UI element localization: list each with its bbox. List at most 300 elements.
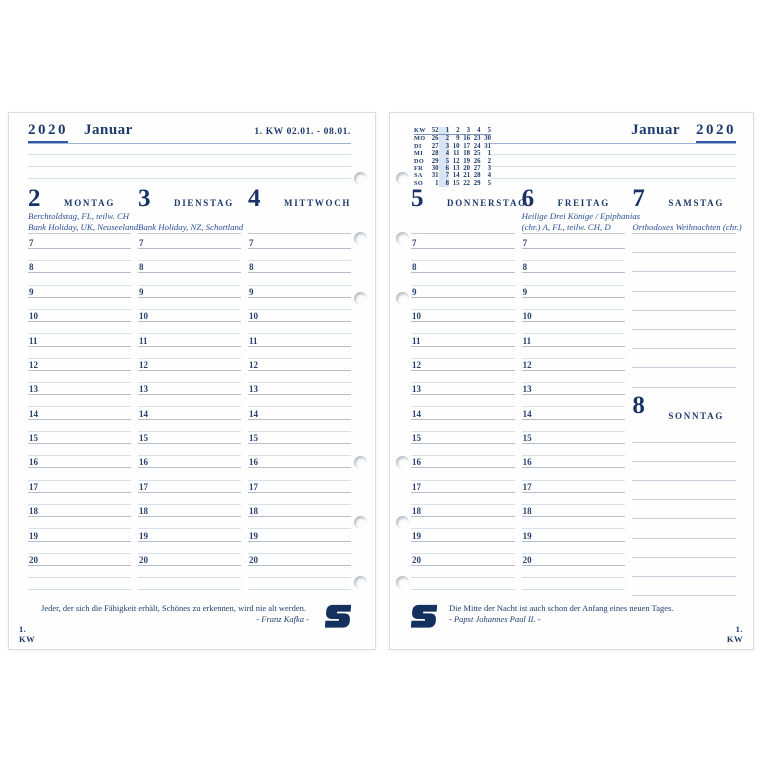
holiday-note (248, 211, 351, 222)
half-hour-line (138, 420, 241, 432)
half-hour-line (522, 273, 626, 285)
ruled-line (632, 330, 736, 349)
hour-line (411, 261, 515, 273)
mini-calendar-cell: 11 (453, 150, 460, 158)
mini-calendar-cell: 13 (452, 165, 460, 173)
hour-line (248, 505, 351, 517)
half-hour-line (248, 420, 351, 432)
half-hour-line (411, 542, 515, 554)
mini-month-calendar (414, 127, 491, 187)
mini-calendar-row-label: DI (414, 142, 422, 150)
half-hour-line (28, 493, 131, 505)
hour-line (248, 554, 351, 566)
half-hour-line (138, 444, 241, 456)
half-hour-line (522, 517, 626, 529)
mini-calendar-cell: 27 (431, 142, 439, 150)
hour-label: 19 (249, 530, 258, 541)
hour-label: 19 (412, 530, 421, 541)
half-hour-line (28, 420, 131, 432)
mini-calendar-cell: 23 (473, 135, 481, 143)
half-hour-line (522, 395, 626, 407)
day-number: 6 (521, 185, 535, 212)
mini-calendar-row (414, 127, 491, 135)
month-label: Januar (84, 122, 133, 138)
hour-line (28, 234, 131, 249)
half-hour-line (138, 298, 241, 310)
mini-calendar-cell: 28 (431, 150, 439, 158)
hour-label: 13 (412, 384, 421, 395)
right-day-columns (411, 185, 742, 596)
mini-calendar-cell: 1 (439, 127, 450, 135)
header-rule (28, 143, 351, 144)
mini-calendar-cell: 25 (473, 150, 481, 158)
mini-calendar-row-label: FR (414, 165, 424, 173)
holiday-notes (521, 211, 641, 234)
half-hour-line (522, 542, 626, 554)
mini-calendar-table (414, 127, 491, 187)
mini-calendar-cell: 27 (473, 165, 481, 173)
half-hour-line (28, 249, 131, 261)
holiday-notes (138, 211, 244, 234)
half-hour-line (28, 273, 131, 285)
day-column-donnerstag (411, 185, 527, 596)
hour-line (411, 234, 515, 249)
day-column-dienstag (138, 185, 244, 590)
mini-calendar-cell: 8 (439, 180, 450, 187)
hour-line (28, 481, 131, 493)
mini-calendar-cell: 6 (439, 165, 450, 172)
hour-label: 14 (412, 408, 421, 419)
year-label: 2020 (696, 122, 736, 143)
holiday-note: Heilige Drei Könige / Epiphanias (521, 211, 641, 221)
hour-label: 11 (412, 335, 421, 346)
day-name-label: DIENSTAG (174, 198, 234, 208)
day-header (248, 187, 351, 211)
hour-label: 20 (522, 554, 532, 565)
hour-line (411, 407, 515, 419)
hour-label: 11 (522, 335, 532, 346)
hour-label: 16 (139, 457, 148, 468)
mini-calendar-cell: 31 (484, 142, 491, 150)
holiday-note: (chr.) A, FL, teilw. CH, D (521, 221, 611, 232)
hour-label: 9 (249, 286, 254, 297)
half-hour-line (28, 322, 131, 334)
header-rule (490, 143, 736, 144)
hour-line (522, 383, 626, 395)
hour-label: 8 (29, 262, 34, 273)
ruled-line (632, 253, 736, 272)
sunday-header (632, 388, 736, 424)
hour-line (522, 529, 626, 541)
hour-line (138, 383, 241, 395)
mini-calendar-cell: 26 (473, 157, 481, 165)
punch-hole (354, 516, 367, 529)
hour-line (522, 456, 626, 468)
mini-calendar-cell: 4 (470, 127, 481, 135)
ruled-line (632, 368, 736, 387)
half-hour-line (411, 298, 515, 310)
hour-label: 9 (522, 286, 528, 297)
half-hour-line (28, 298, 131, 310)
hour-label: 19 (522, 530, 532, 541)
quote-block (28, 603, 319, 624)
hour-line (411, 456, 515, 468)
hour-line (138, 234, 241, 249)
hour-line (522, 286, 626, 298)
hour-line (248, 310, 351, 322)
header-ruled-line (28, 178, 351, 179)
holiday-note: Bank Holiday, NZ, Schottland (138, 221, 244, 232)
half-hour-line (411, 273, 515, 285)
hour-line (248, 261, 351, 273)
hour-label: 8 (412, 262, 417, 273)
ruled-line (632, 519, 736, 538)
right-page-header (631, 122, 736, 143)
hour-line (138, 432, 241, 444)
hour-label: 18 (412, 506, 421, 517)
hour-label: 17 (139, 481, 148, 492)
mini-calendar-cell: 18 (463, 150, 470, 158)
hour-label: 10 (522, 311, 532, 322)
hour-line (522, 359, 626, 371)
hour-label: 14 (29, 408, 38, 419)
hour-label: 11 (139, 335, 148, 346)
mini-calendar-row-label: SA (414, 172, 423, 180)
day-header (28, 187, 131, 211)
mini-calendar-cell: 4 (487, 172, 491, 180)
day-name-label: FREITAG (557, 198, 610, 208)
hour-line (28, 505, 131, 517)
hour-label: 16 (249, 457, 258, 468)
punch-hole (396, 456, 409, 469)
hour-line (522, 261, 626, 273)
hour-line (411, 481, 515, 493)
week-number-corner (19, 624, 35, 644)
half-hour-line (138, 371, 241, 383)
hour-label: 20 (139, 554, 148, 565)
hour-line (411, 286, 515, 298)
hour-line (28, 407, 131, 419)
mini-calendar-cell: 31 (431, 172, 439, 180)
extra-line (522, 578, 626, 590)
hour-line (522, 432, 626, 444)
left-page (8, 112, 376, 650)
ruled-line (632, 292, 736, 311)
header-ruled-line (490, 166, 736, 167)
extra-line (411, 566, 515, 578)
mini-calendar-cell: 1 (435, 179, 439, 187)
hour-line (248, 529, 351, 541)
extra-line (522, 566, 626, 578)
mini-calendar-cell: 21 (463, 172, 470, 180)
punch-hole (396, 292, 409, 305)
hour-line (28, 432, 131, 444)
mini-calendar-cell: 16 (463, 135, 470, 143)
extra-line (248, 578, 351, 590)
hour-label: 12 (249, 359, 258, 370)
holiday-note: Orthodoxes Weihnachten (chr.) (632, 221, 742, 232)
hour-line (248, 456, 351, 468)
hour-label: 20 (412, 554, 421, 565)
hour-line (138, 261, 241, 273)
half-hour-line (411, 347, 515, 359)
hour-line (28, 456, 131, 468)
extra-line (28, 566, 131, 578)
day-name-label: DONNERSTAG (447, 198, 527, 208)
hour-line (138, 554, 241, 566)
hour-line (248, 334, 351, 346)
year-label: 2020 (28, 122, 68, 143)
punch-hole (354, 576, 367, 589)
hour-label: 15 (522, 433, 532, 443)
ruled-line (632, 349, 736, 368)
half-hour-line (248, 322, 351, 334)
hour-label: 7 (412, 238, 417, 248)
day-name-label: SONNTAG (668, 410, 725, 421)
quote-text: Die Mitte der Nacht ist auch schon der Anfang eines neuen Tages. (449, 603, 674, 613)
holiday-note (138, 211, 241, 222)
hour-label: 13 (139, 384, 148, 395)
ruled-line (632, 481, 736, 500)
half-hour-line (522, 322, 626, 334)
ruled-line (632, 558, 736, 577)
half-hour-line (522, 420, 626, 432)
hour-line (138, 359, 241, 371)
hour-line (411, 505, 515, 517)
half-hour-line (138, 493, 241, 505)
mini-calendar-row (414, 158, 491, 165)
succes-logo-icon (325, 604, 351, 628)
ruled-line (632, 234, 736, 253)
ruled-line (632, 577, 736, 596)
hour-label: 18 (249, 506, 258, 517)
week-number: 1. (19, 624, 27, 634)
mini-calendar-cell: 14 (452, 172, 460, 180)
half-hour-line (411, 468, 515, 480)
week-number: 1. (735, 624, 743, 634)
hour-label: 15 (139, 433, 148, 443)
half-hour-line (248, 444, 351, 456)
holiday-note (411, 211, 515, 222)
mini-calendar-cell: 7 (439, 172, 450, 179)
holiday-notes (28, 211, 139, 234)
holiday-note: Berchtoldstag, FL, teilw. CH (28, 211, 130, 221)
hour-label: 13 (522, 384, 532, 395)
extra-line (138, 566, 241, 578)
hour-label: 14 (522, 408, 532, 419)
day-column-freitag (521, 185, 641, 596)
hour-label: 17 (522, 481, 532, 492)
hour-label: 7 (139, 238, 144, 248)
hour-label: 10 (249, 311, 258, 322)
hour-label: 13 (249, 384, 258, 395)
mini-calendar-cell: 5 (487, 179, 491, 187)
hour-label: 18 (139, 506, 148, 517)
half-hour-line (248, 468, 351, 480)
quote-text: Jeder, der sich die Fähigkeit erhält, Schönes zu erkennen, wird nie alt werden. (41, 603, 306, 613)
punch-hole (354, 232, 367, 245)
hour-label: 7 (522, 238, 528, 248)
ruled-line (632, 462, 736, 481)
mini-calendar-row-label: DO (414, 157, 425, 165)
day-name-label: SAMSTAG (668, 198, 725, 208)
holiday-note: Bank Holiday, UK, Neuseeland (28, 221, 139, 232)
hour-label: 15 (249, 433, 258, 443)
half-hour-line (28, 542, 131, 554)
hour-line (248, 407, 351, 419)
mini-calendar-cell: 30 (431, 165, 439, 173)
hour-label: 15 (29, 433, 38, 443)
half-hour-line (248, 273, 351, 285)
hour-line (411, 359, 515, 371)
day-number: 7 (632, 185, 645, 212)
extra-line (138, 578, 241, 590)
header-ruled-line (490, 178, 736, 179)
day-header (411, 185, 527, 212)
hour-label: 14 (249, 408, 258, 419)
hour-label: 7 (249, 238, 254, 248)
half-hour-line (138, 468, 241, 480)
mini-calendar-row (414, 165, 491, 172)
day-header (138, 187, 241, 211)
ruled-line (632, 424, 736, 443)
holiday-note (632, 211, 736, 222)
hour-line (522, 407, 626, 419)
half-hour-line (138, 322, 241, 334)
hour-line (411, 383, 515, 395)
half-hour-line (248, 395, 351, 407)
extra-line (411, 578, 515, 590)
hour-line (522, 234, 626, 249)
hour-label: 14 (139, 408, 148, 419)
hour-label: 12 (139, 359, 148, 370)
mini-calendar-cell: 30 (484, 135, 491, 143)
hour-label: 8 (522, 262, 528, 273)
mini-calendar-cell: 19 (463, 157, 470, 165)
ruled-line (632, 539, 736, 558)
punch-hole (396, 172, 409, 185)
left-day-columns (28, 187, 351, 590)
hour-label: 16 (29, 457, 38, 468)
half-hour-line (522, 468, 626, 480)
mini-calendar-row-label: KW (414, 127, 428, 135)
header-ruled-line (490, 154, 736, 155)
mini-calendar-cell: 17 (463, 142, 470, 150)
half-hour-line (522, 298, 626, 310)
punch-hole (354, 456, 367, 469)
punch-hole (354, 292, 367, 305)
half-hour-line (248, 249, 351, 261)
hour-label: 17 (412, 481, 421, 492)
holiday-notes (248, 211, 351, 234)
hour-label: 15 (412, 433, 421, 443)
half-hour-line (138, 249, 241, 261)
hour-label: 18 (29, 506, 38, 517)
hour-line (28, 529, 131, 541)
hour-label: 13 (29, 384, 38, 395)
half-hour-line (248, 517, 351, 529)
mini-calendar-cell: 10 (452, 142, 460, 150)
half-hour-line (248, 298, 351, 310)
extra-line (248, 566, 351, 578)
half-hour-line (138, 395, 241, 407)
day-number: 2 (28, 185, 41, 212)
right-quote-row (411, 603, 736, 628)
mini-calendar-row-label: MI (414, 150, 424, 158)
hour-line (138, 310, 241, 322)
left-quote-row (28, 603, 351, 628)
mini-calendar-cell: 28 (473, 172, 481, 180)
hour-line (411, 529, 515, 541)
ruled-line (632, 311, 736, 330)
hour-line (28, 286, 131, 298)
mini-calendar-cell: 3 (439, 143, 450, 150)
hour-line (28, 383, 131, 395)
hour-label: 20 (29, 554, 38, 565)
hour-label: 10 (139, 311, 148, 322)
hour-line (138, 456, 241, 468)
half-hour-line (411, 395, 515, 407)
mini-calendar-cell: 5 (481, 127, 492, 135)
week-unit: KW (726, 634, 743, 644)
hour-label: 19 (139, 530, 148, 541)
hour-line (28, 310, 131, 322)
hour-line (522, 554, 626, 566)
mini-calendar-cell: 3 (487, 165, 491, 173)
left-page-header (28, 122, 351, 143)
week-number-corner (727, 624, 743, 644)
hour-label: 9 (29, 286, 34, 297)
half-hour-line (248, 493, 351, 505)
half-hour-line (138, 273, 241, 285)
half-hour-line (522, 371, 626, 383)
hour-label: 9 (412, 286, 417, 297)
month-label: Januar (631, 122, 680, 138)
hour-line (138, 407, 241, 419)
holiday-note (248, 222, 351, 233)
ruled-line (632, 443, 736, 462)
succes-logo-icon (411, 604, 437, 628)
hour-label: 20 (249, 554, 258, 565)
mini-calendar-cell: 2 (439, 135, 450, 143)
mini-calendar-cell: 3 (460, 127, 471, 135)
mini-calendar-cell: 52 (428, 127, 439, 135)
day-number: 5 (411, 185, 424, 212)
half-hour-line (411, 493, 515, 505)
mini-calendar-cell: 5 (439, 158, 450, 165)
hour-line (522, 310, 626, 322)
mini-calendar-cell: 20 (463, 165, 470, 173)
hour-line (138, 529, 241, 541)
week-range-label: 1. KW 02.01. - 08.01. (254, 127, 351, 137)
hour-line (28, 334, 131, 346)
half-hour-line (522, 249, 626, 261)
hour-line (411, 334, 515, 346)
header-ruled-line (28, 154, 351, 155)
day-name-label: MITTWOCH (284, 198, 352, 208)
hour-label: 12 (412, 359, 421, 370)
hour-line (248, 432, 351, 444)
hour-line (248, 359, 351, 371)
half-hour-line (138, 347, 241, 359)
half-hour-line (411, 322, 515, 334)
mini-calendar-cell: 4 (439, 150, 450, 157)
mini-calendar-cell: 24 (473, 142, 481, 150)
day-column-mittwoch (248, 187, 351, 590)
week-unit: KW (19, 634, 36, 644)
mini-calendar-row (414, 172, 491, 179)
quote-attribution: - Papst Johannes Paul II. - (449, 614, 541, 624)
